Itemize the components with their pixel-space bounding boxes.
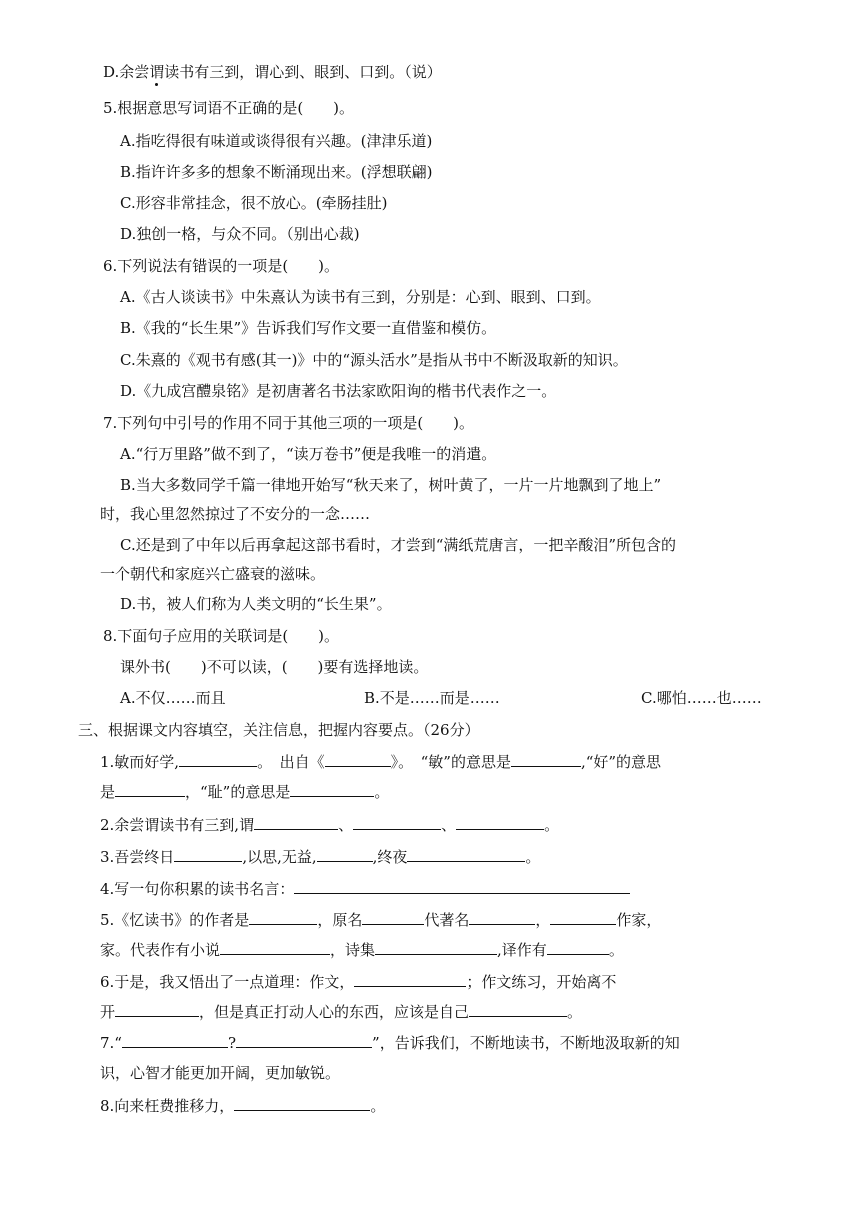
blank[interactable] (456, 813, 544, 830)
q6-option-b: B.《我的“长生果”》告诉我们写作文要一直借鉴和模仿。 (120, 319, 497, 337)
blank[interactable] (115, 1000, 199, 1017)
fill-7-line2: 识，心智才能更加开阔，更加敏锐。 (100, 1064, 341, 1082)
fill-6-text: 开 (100, 1003, 116, 1021)
q8-option-c: C.哪怕……也…… (641, 689, 762, 707)
fill-6-text: 。 (567, 1003, 583, 1021)
blank[interactable] (174, 845, 242, 862)
blank[interactable] (220, 938, 330, 955)
fill-3-text: 3.吾尝终日 (100, 848, 175, 866)
q8-option-b: B.不是……而是…… (364, 689, 500, 707)
blank[interactable] (236, 1031, 372, 1048)
fill-2-text: 、 (441, 816, 457, 834)
q5-option-d: D.独创一格，与众不同。（别出心裁) (120, 225, 360, 243)
fill-5-text: 家。代表作有小说 (100, 941, 221, 959)
fill-3-text: ,以思,无益, (242, 848, 317, 866)
blank[interactable] (325, 750, 391, 767)
blank[interactable] (353, 813, 441, 830)
fill-8-text: 。 (370, 1097, 386, 1115)
blank[interactable] (469, 908, 535, 925)
blank[interactable] (234, 1094, 370, 1111)
fill-5-text: 。 (608, 941, 624, 959)
fill-1-line1 (100, 750, 661, 772)
blank[interactable] (550, 908, 616, 925)
q5-stem: 5.根据意思写词语不正确的是( )。 (103, 99, 355, 117)
q6-option-a: A.《古人谈读书》中朱熹认为读书有三到，分别是：心到、眼到、口到。 (120, 288, 601, 306)
fill-5-text: ， (535, 911, 551, 929)
fill-1-text: ，“耻”的意思是 (185, 783, 291, 801)
fill-1-text: 。 出自《 (257, 753, 325, 771)
blank[interactable] (115, 780, 185, 797)
q7-option-c-line1: C.还是到了中年以后再拿起这部书看时，才尝到“满纸荒唐言，一把辛酸泪”所包含的 (120, 536, 677, 554)
q5-option-a: A.指吃得很有味道或谈得很有兴趣。(津津乐道) (120, 132, 433, 150)
blank[interactable] (122, 1031, 228, 1048)
q7-stem: 7.下列句中引号的作用不同于其他三项的一项是( )。 (103, 414, 475, 432)
fill-5-text: 代著名 (424, 911, 470, 929)
q6-option-d: D.《九成宫醴泉铭》是初唐著名书法家欧阳询的楷书代表作之一。 (120, 382, 557, 400)
fill-7-text: 7.“ (100, 1034, 122, 1052)
q7-option-c-line2: 一个朝代和家庭兴亡盛衰的滋味。 (100, 565, 326, 583)
blank[interactable] (469, 1000, 567, 1017)
part3-heading: 三、根据课文内容填空，关注信息，把握内容要点。（26分） (78, 721, 480, 739)
q4-option-d-suffix: 读书有三到，谓心到、眼到、口到。（说） (164, 63, 442, 81)
fill-5-text: 5.《忆读书》的作者是 (100, 911, 250, 929)
fill-7-text: ? (227, 1034, 237, 1052)
fill-5-line2 (100, 938, 624, 960)
q7-option-b-line1: B.当大多数同学千篇一律地开始写“秋天来了，树叶黄了，一片一片地飘到了地上” (120, 476, 662, 494)
fill-2-text: 、 (338, 816, 354, 834)
blank[interactable] (375, 938, 497, 955)
blank[interactable] (547, 938, 609, 955)
fill-5-text: ，原名 (317, 911, 363, 929)
fill-1-text: 1.敏而好学, (100, 753, 180, 771)
fill-2 (100, 813, 559, 835)
fill-8 (100, 1094, 385, 1116)
fill-4 (100, 877, 630, 899)
blank[interactable] (294, 877, 630, 894)
q4-option-d-prefix: D.余尝 (103, 63, 150, 81)
fill-1-text: 。 (374, 783, 390, 801)
blank[interactable] (317, 845, 373, 862)
fill-5-line1 (100, 908, 661, 930)
fill-5-text: 作家， (616, 911, 662, 929)
q7-option-d: D.书，被人们称为人类文明的“长生果”。 (120, 595, 392, 613)
fill-3-text: ,终夜 (372, 848, 408, 866)
q5-option-b: B.指许许多多的想象不断涌现出来。(浮想联翩) (120, 163, 433, 181)
fill-2-text: 。 (544, 816, 560, 834)
blank[interactable] (407, 845, 525, 862)
fill-5-text: ,译作有 (497, 941, 547, 959)
fill-6-text: 6.于是，我又悟出了一点道理：作文， (100, 973, 355, 991)
fill-3 (100, 845, 540, 867)
blank[interactable] (179, 750, 257, 767)
blank[interactable] (249, 908, 317, 925)
q8-stem: 8.下面句子应用的关联词是( )。 (103, 627, 340, 645)
fill-5-text: ，诗集 (330, 941, 376, 959)
fill-6-line1 (100, 970, 616, 992)
fill-7-line1 (100, 1031, 680, 1053)
blank[interactable] (511, 750, 581, 767)
fill-1-text: ,“好”的意思 (580, 753, 662, 771)
blank[interactable] (254, 813, 338, 830)
fill-4-text: 4.写一句你积累的读书名言： (100, 880, 295, 898)
fill-6-line2 (100, 1000, 582, 1022)
blank[interactable] (354, 970, 466, 987)
q7-option-b-line2: 时，我心里忽然掠过了不安分的一念…… (100, 505, 371, 523)
q4-option-d (103, 61, 442, 83)
fill-7-text: ”，告诉我们，不断地读书，不断地汲取新的知 (372, 1034, 680, 1052)
q8-sentence: 课外书( )不可以读，( )要有选择地读。 (120, 658, 429, 676)
q8-option-a: A.不仅……而且 (120, 689, 226, 707)
fill-6-text: ；作文练习，开始离不 (466, 973, 617, 991)
q4-option-d-dotted-char: 谓 (149, 63, 165, 81)
blank[interactable] (290, 780, 374, 797)
q5-option-c: C.形容非常挂念，很不放心。(牵肠挂肚) (120, 194, 388, 212)
fill-1-line2 (100, 780, 389, 802)
fill-1-text: 是 (100, 783, 116, 801)
fill-2-text: 2.余尝谓读书有三到,谓 (100, 816, 255, 834)
fill-8-text: 8.向来枉费推移力， (100, 1097, 235, 1115)
fill-1-text: 》。 “敏”的意思是 (390, 753, 511, 771)
q6-stem: 6.下列说法有错误的一项是( )。 (103, 257, 340, 275)
fill-6-text: ，但是真正打动人心的东西，应该是自己 (199, 1003, 470, 1021)
blank[interactable] (362, 908, 424, 925)
q7-option-a: A.“行万里路”做不到了，“读万卷书”便是我唯一的消遣。 (120, 445, 497, 463)
fill-3-text: 。 (525, 848, 541, 866)
q6-option-c: C.朱熹的《观书有感(其一)》中的“源头活水”是指从书中不断汲取新的知识。 (120, 351, 628, 369)
